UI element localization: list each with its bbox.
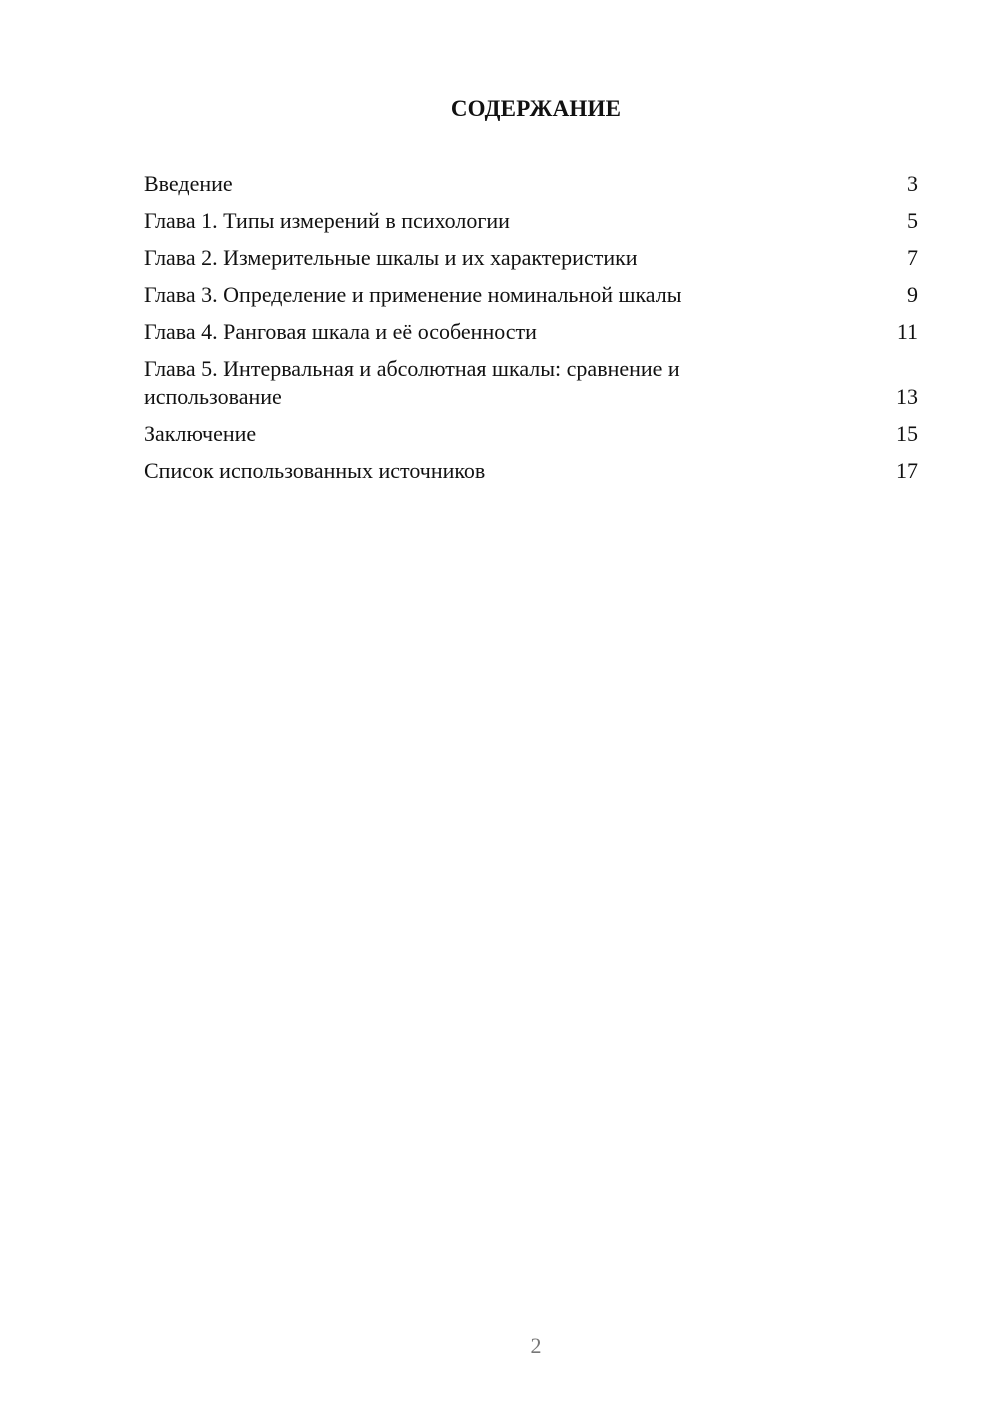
toc-entry-text: Глава 4. Ранговая шкала и её особенности: [144, 319, 537, 344]
toc-entry-text: Глава 5. Интервальная и абсолютная шкалы: сравнение и использование: [144, 356, 680, 409]
toc-entry-page: 15: [896, 421, 918, 446]
toc-entry-page: 3: [907, 171, 918, 196]
page-number: 2: [530, 1333, 542, 1358]
toc-entry-text: Глава 3. Определение и применение номинальной шкалы: [144, 282, 682, 307]
toc-entry: [144, 420, 918, 448]
toc-entry-page: 11: [896, 319, 918, 344]
toc-entry-page: 13: [896, 384, 918, 409]
toc-entry: [144, 355, 918, 411]
toc-entry-text: Глава 2. Измерительные шкалы и их характеристики: [144, 245, 638, 270]
toc-entry: [144, 457, 918, 485]
toc-entry-page: 9: [907, 282, 918, 307]
toc-entry: [144, 318, 918, 346]
toc-entry-page: 5: [907, 208, 918, 233]
toc-entry-text: Заключение: [144, 421, 257, 446]
page-title: СОДЕРЖАНИЕ: [450, 96, 622, 121]
toc-entry-text: Глава 1. Типы измерений в психологии: [144, 208, 510, 233]
toc-entry-text: Список использованных источников: [144, 458, 486, 483]
toc-entry: [144, 207, 918, 235]
toc-entry: [144, 244, 918, 272]
toc-entry: [144, 281, 918, 309]
toc-entry-page: 17: [896, 458, 918, 483]
toc-entry-text: Введение: [144, 171, 233, 196]
table-of-contents: [144, 170, 918, 494]
toc-entry-page: 7: [907, 245, 918, 270]
toc-entry: [144, 170, 918, 198]
